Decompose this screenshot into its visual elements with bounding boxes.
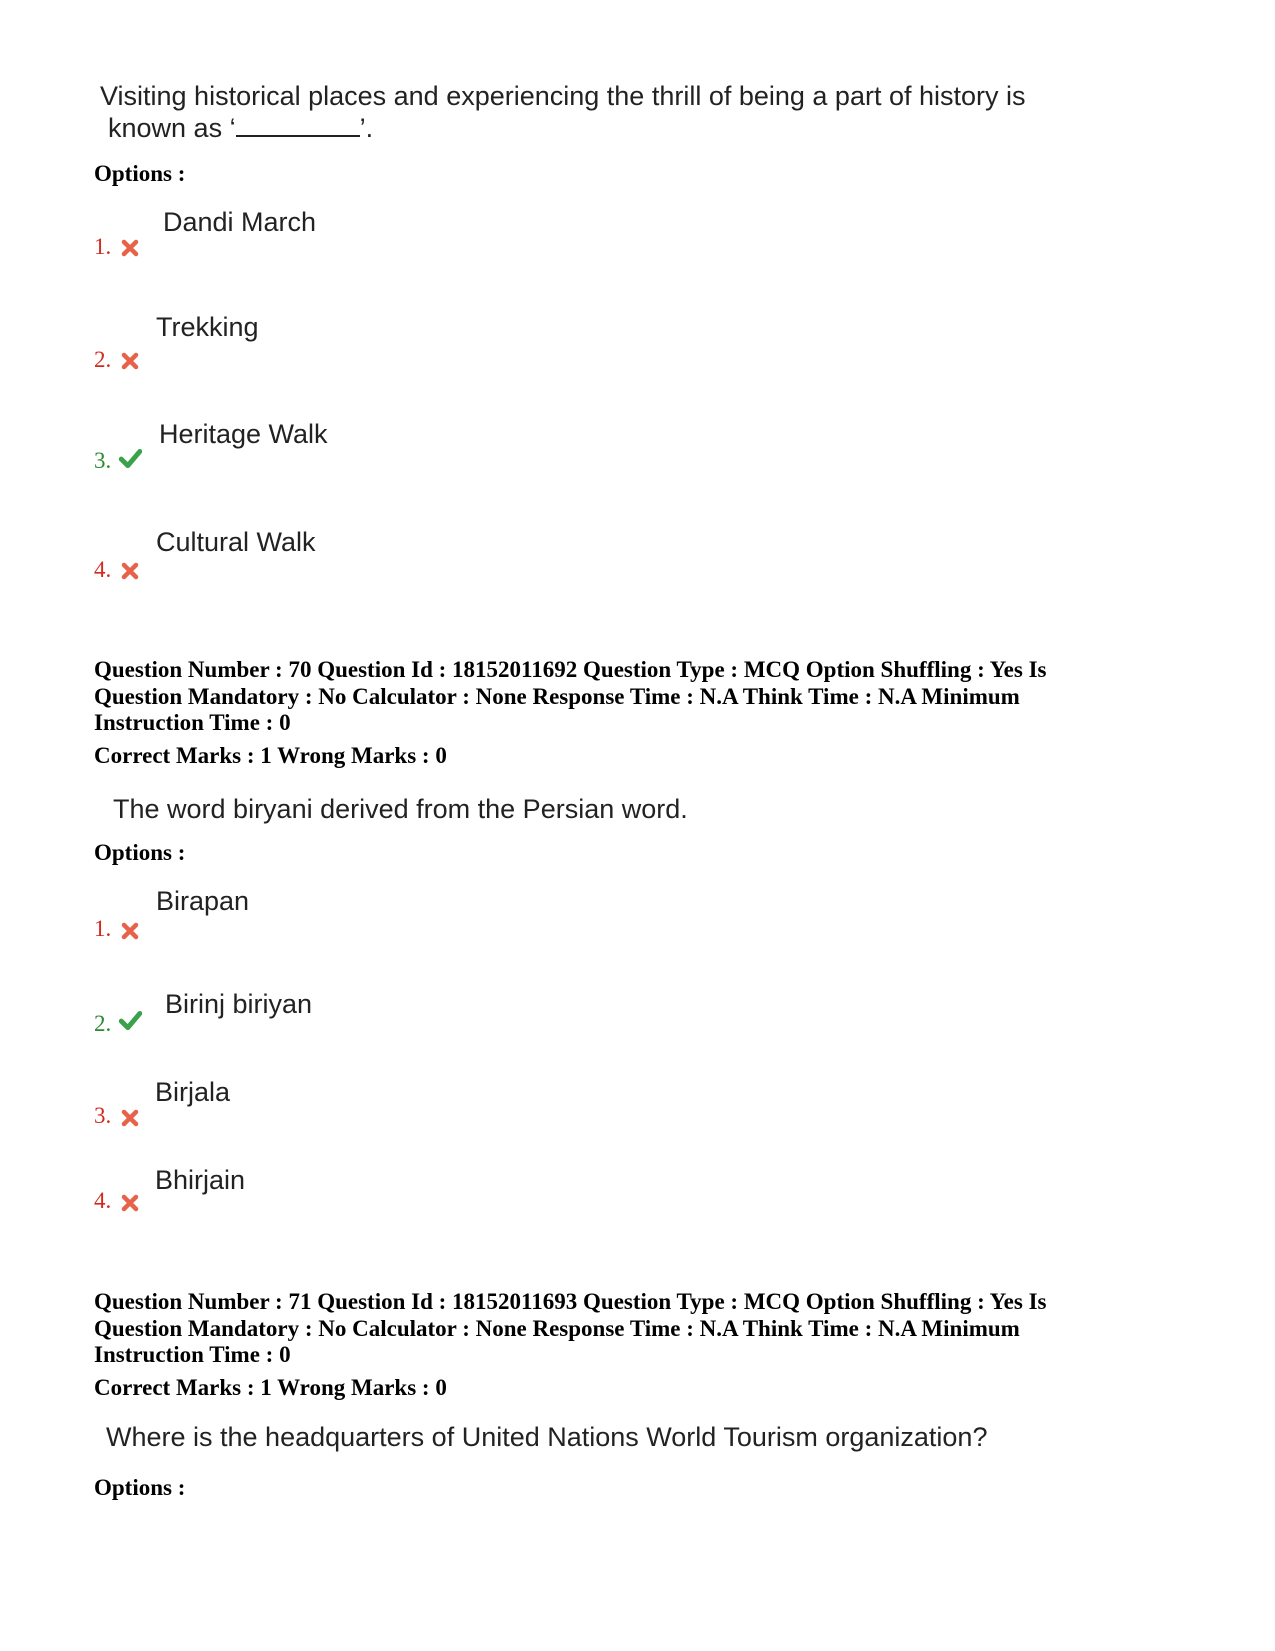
option-number: 1. [94, 916, 112, 941]
option-text: Cultural Walk [156, 527, 316, 557]
question-70-meta-line3: Instruction Time : 0 [94, 710, 291, 735]
option-number: 4. [94, 557, 112, 582]
options-label: Options : [94, 840, 186, 865]
option-number: 2. [94, 1011, 112, 1036]
option-number: 4. [94, 1188, 112, 1213]
question-71-text: Where is the headquarters of United Nations World Tourism organization? [106, 1422, 988, 1452]
option-text: Birinj biriyan [165, 989, 313, 1019]
answer-blank [236, 111, 360, 137]
cross-icon [119, 237, 141, 259]
question-69-text-line1: Visiting historical places and experiencing the thrill of being a part of history is [100, 81, 1026, 111]
question-70-marks: Correct Marks : 1 Wrong Marks : 0 [94, 743, 447, 768]
question-69-text-suffix: ’. [359, 113, 374, 143]
question-71-marks: Correct Marks : 1 Wrong Marks : 0 [94, 1375, 447, 1400]
question-69-text-line2 [108, 111, 373, 144]
question-71-meta-line3: Instruction Time : 0 [94, 1342, 291, 1367]
cross-icon [119, 560, 141, 582]
question-70-text: The word biryani derived from the Persian word. [113, 794, 688, 824]
question-70-meta-line1: Question Number : 70 Question Id : 18152011692 Question Type : MCQ Option Shuffling : Yes Is [94, 657, 1047, 682]
cross-icon [119, 1192, 141, 1214]
option-text: Birjala [155, 1077, 231, 1107]
option-number: 1. [94, 234, 112, 259]
question-71-meta-line2: Question Mandatory : No Calculator : None Response Time : N.A Think Time : N.A Minimum [94, 1316, 1020, 1341]
question-71-meta-line1: Question Number : 71 Question Id : 18152011693 Question Type : MCQ Option Shuffling : Yes Is [94, 1289, 1047, 1314]
cross-icon [119, 350, 141, 372]
check-icon [118, 1008, 142, 1032]
options-label: Options : [94, 1475, 186, 1500]
question-70-meta-line2: Question Mandatory : No Calculator : None Response Time : N.A Think Time : N.A Minimum [94, 684, 1020, 709]
option-text: Dandi March [163, 207, 317, 237]
option-number: 3. [94, 448, 112, 473]
option-number: 2. [94, 347, 112, 372]
option-text: Birapan [156, 886, 250, 916]
cross-icon [119, 1107, 141, 1129]
option-number: 3. [94, 1103, 112, 1128]
option-text: Bhirjain [155, 1165, 246, 1195]
check-icon [118, 446, 142, 470]
question-69-text-prefix: known as ‘ [108, 113, 236, 143]
option-text: Heritage Walk [159, 419, 328, 449]
option-text: Trekking [156, 312, 259, 342]
options-label: Options : [94, 161, 186, 186]
cross-icon [119, 920, 141, 942]
